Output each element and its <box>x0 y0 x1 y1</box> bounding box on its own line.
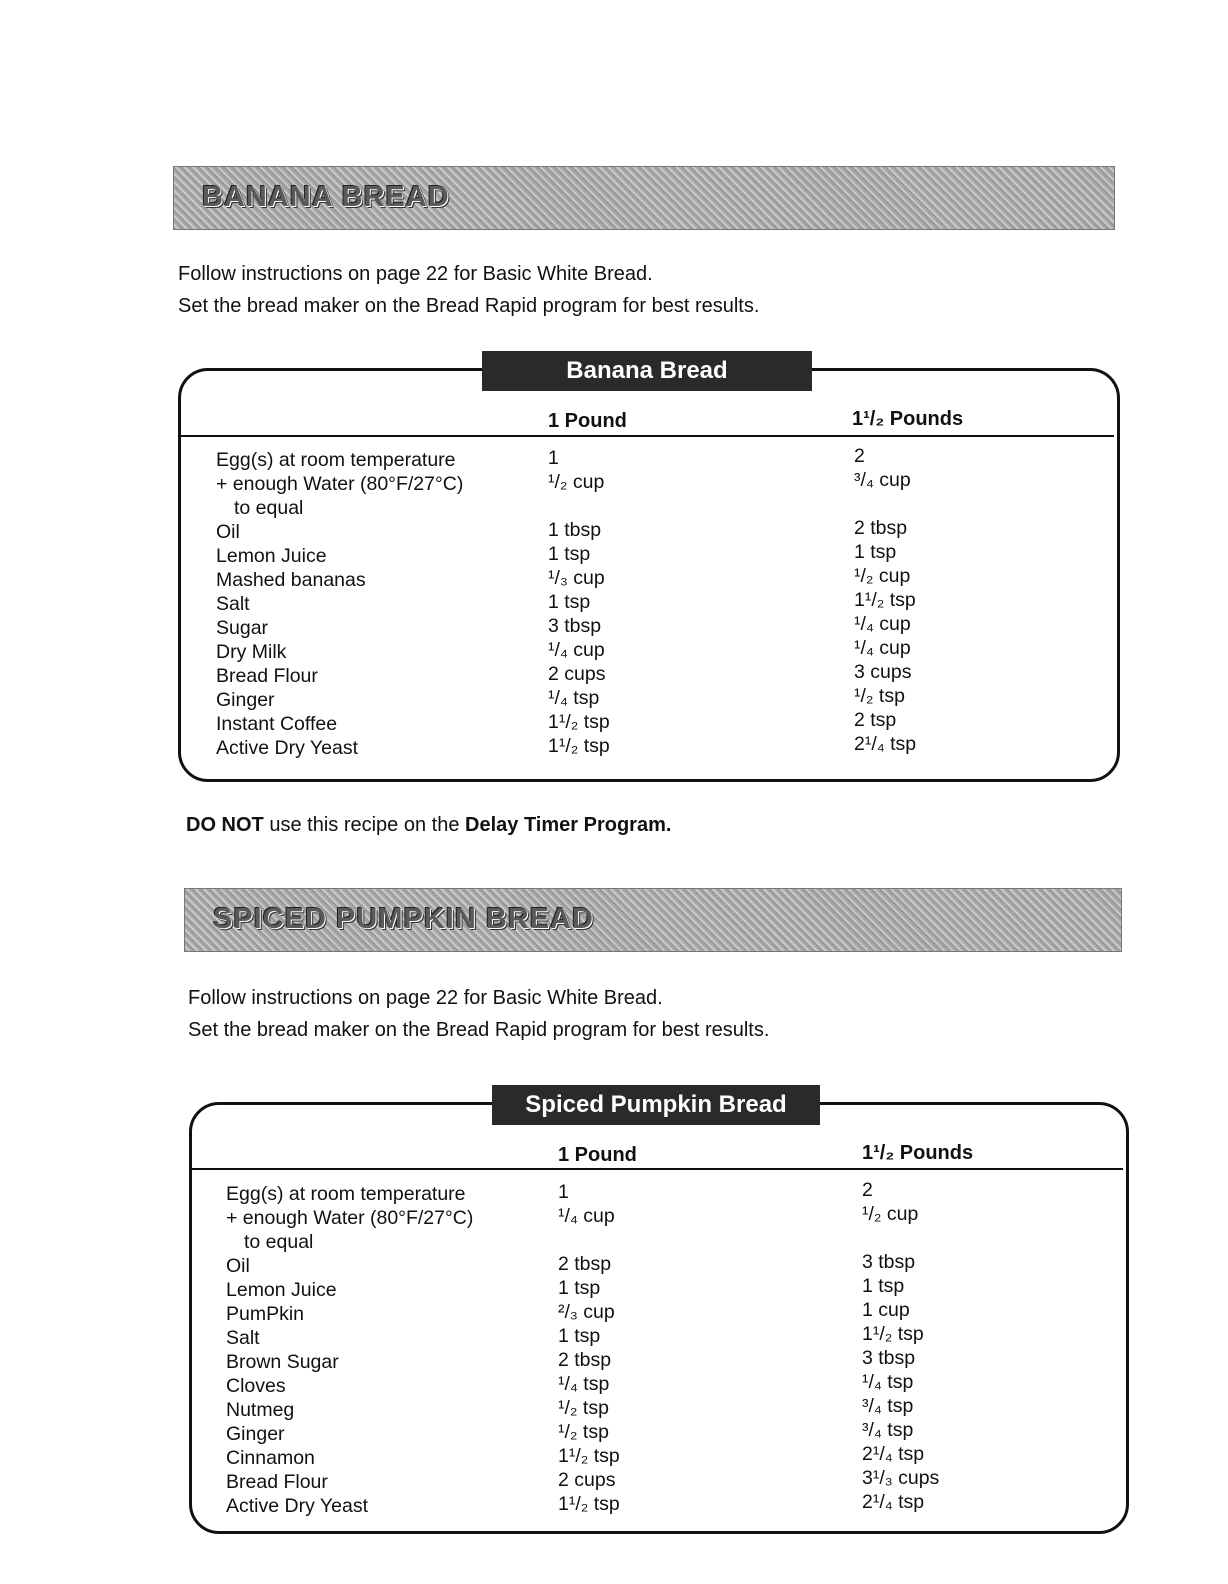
spiced-pumpkin-bread-banner <box>184 888 1122 952</box>
pumpkin-1-5-pounds-cell: 1 cup <box>862 1299 910 1321</box>
banana-1-5-pounds-cell: ¹/₂ tsp <box>854 685 905 707</box>
banana-1-5-pounds-cell: 1 tsp <box>854 541 897 563</box>
delay-timer-note <box>186 814 671 837</box>
pumpkin-1-5-pounds-cell: 2¹/₄ tsp <box>862 1443 925 1465</box>
banana-ingredient-cell: Active Dry Yeast <box>216 737 358 759</box>
banana-ingredient-cell: Sugar <box>216 617 269 639</box>
banana-1-pound-cell: ¹/₄ cup <box>548 639 605 661</box>
pumpkin-1-5-pounds-cell: 3¹/₃ cups <box>862 1467 940 1489</box>
banana-ingredient-cell: Instant Coffee <box>216 713 338 735</box>
banana-ingredient-cell: to equal <box>234 497 304 519</box>
banana-1-pound-cell: 1 tsp <box>548 543 591 565</box>
banana-bread-banner <box>173 166 1115 230</box>
pumpkin-1-5-pounds-cell: 3 tbsp <box>862 1347 916 1369</box>
pumpkin-1-pound-cell: ²/₃ cup <box>558 1301 615 1323</box>
pumpkin-1-5-pounds-column <box>862 1178 939 1514</box>
pumpkin-ingredient-cell: Lemon Juice <box>226 1279 337 1301</box>
pumpkin-ingredient-cell: Egg(s) at room temperature <box>226 1183 466 1205</box>
banana-1-5-pounds-cell: ¹/₂ cup <box>854 565 911 587</box>
banana-ingredient-column <box>216 448 463 760</box>
pumpkin-1-pound-cell: ¹/₄ cup <box>558 1205 615 1227</box>
pumpkin-1-5-pounds-cell: ¹/₄ tsp <box>862 1371 914 1393</box>
banana-1-pound-cell: 2 cups <box>548 663 606 685</box>
pumpkin-ingredient-cell: Ginger <box>226 1423 285 1445</box>
pumpkin-1-pound-cell <box>558 1228 620 1252</box>
pumpkin-ingredient-cell: Salt <box>226 1327 260 1349</box>
pumpkin-1-pound-cell: 2 cups <box>558 1469 616 1491</box>
banana-1-pound-cell: 1¹/₂ tsp <box>548 711 610 733</box>
banana-intro <box>178 258 759 322</box>
banana-1-5-pounds-cell <box>854 492 916 516</box>
pumpkin-ingredient-cell: Cloves <box>226 1375 286 1397</box>
banana-1-pound-cell: 1 <box>548 447 559 469</box>
banana-ingredient-cell: Mashed bananas <box>216 569 366 591</box>
banana-1-5-pounds-column <box>854 444 916 756</box>
note-middle: use this recipe on the <box>263 814 466 836</box>
pumpkin-1-5-pounds-cell: 1 tsp <box>862 1275 905 1297</box>
banana-ingredient-cell: Ginger <box>216 689 275 711</box>
banana-1-5-pounds-cell: ¹/₄ cup <box>854 637 911 659</box>
pumpkin-1-5-pounds-cell: ³/₄ tsp <box>862 1419 914 1441</box>
banana-1-5-pounds-cell: 2¹/₄ tsp <box>854 733 917 755</box>
banana-1-5-pounds-cell: 2 <box>854 445 865 467</box>
banana-1-pound-cell: 1 tsp <box>548 591 591 613</box>
pumpkin-table-title: Spiced Pumpkin Bread <box>492 1085 820 1125</box>
banana-ingredient-cell: Bread Flour <box>216 665 318 687</box>
banana-intro-line-1: Follow instructions on page 22 for Basic White Bread. <box>178 263 653 285</box>
banana-1-pound-cell: ¹/₂ cup <box>548 471 605 493</box>
banana-1-pound-cell: 3 tbsp <box>548 615 602 637</box>
pumpkin-1-pound-cell: ¹/₄ tsp <box>558 1373 610 1395</box>
pumpkin-1-pound-cell: 1¹/₂ tsp <box>558 1445 620 1467</box>
banana-1-5-pounds-cell: 2 tsp <box>854 709 897 731</box>
pumpkin-1-5-pounds-cell: 3 tbsp <box>862 1251 916 1273</box>
banana-1-5-pounds-cell: ³/₄ cup <box>854 469 911 491</box>
pumpkin-1-pound-cell: 1 tsp <box>558 1277 601 1299</box>
banana-table-title: Banana Bread <box>482 351 812 391</box>
banana-1-5-pounds-cell: 1¹/₂ tsp <box>854 589 916 611</box>
pumpkin-1-pound-cell: 1 <box>558 1181 569 1203</box>
banana-1-5-pounds-cell: 2 tbsp <box>854 517 908 539</box>
pumpkin-ingredient-column <box>226 1182 473 1518</box>
pumpkin-ingredient-cell: Oil <box>226 1255 250 1277</box>
banana-bread-banner-title: BANANA BREAD <box>202 181 450 213</box>
pumpkin-1-pound-cell: 2 tbsp <box>558 1349 612 1371</box>
banana-ingredient-cell: + enough Water (80°F/27°C) <box>216 473 464 495</box>
pumpkin-ingredient-cell: Brown Sugar <box>226 1351 339 1373</box>
banana-1-5-pounds-cell: ¹/₄ cup <box>854 613 911 635</box>
pumpkin-intro-line-1: Follow instructions on page 22 for Basic White Bread. <box>188 987 663 1009</box>
pumpkin-1-pound-column <box>558 1180 620 1516</box>
pumpkin-1-pound-cell: ¹/₂ tsp <box>558 1397 609 1419</box>
banana-ingredient-cell: Lemon Juice <box>216 545 327 567</box>
pumpkin-intro-line-2: Set the bread maker on the Bread Rapid program for best results. <box>188 1019 770 1041</box>
pumpkin-1-5-pounds-cell: 2¹/₄ tsp <box>862 1491 925 1513</box>
pumpkin-header-1-pound: 1 Pound <box>558 1144 637 1166</box>
note-delay-timer: Delay Timer Program. <box>465 814 672 836</box>
banana-ingredient-cell: Oil <box>216 521 240 543</box>
pumpkin-1-5-pounds-cell <box>862 1226 939 1250</box>
pumpkin-1-pound-cell: 1 tsp <box>558 1325 601 1347</box>
banana-1-pound-cell: ¹/₄ tsp <box>548 687 600 709</box>
pumpkin-1-5-pounds-cell: 1¹/₂ tsp <box>862 1323 924 1345</box>
pumpkin-1-5-pounds-cell: 2 <box>862 1179 873 1201</box>
banana-1-pound-column <box>548 446 610 758</box>
pumpkin-intro <box>188 982 769 1046</box>
pumpkin-1-5-pounds-cell: ³/₄ tsp <box>862 1395 914 1417</box>
pumpkin-1-5-pounds-cell: ¹/₂ cup <box>862 1203 919 1225</box>
banana-header-1-pound: 1 Pound <box>548 410 627 432</box>
pumpkin-1-pound-cell: ¹/₂ tsp <box>558 1421 609 1443</box>
banana-ingredient-cell: Dry Milk <box>216 641 287 663</box>
pumpkin-ingredient-cell: Active Dry Yeast <box>226 1495 368 1517</box>
banana-1-5-pounds-cell: 3 cups <box>854 661 912 683</box>
spiced-pumpkin-bread-banner-title: SPICED PUMPKIN BREAD <box>213 903 594 935</box>
banana-intro-line-2: Set the bread maker on the Bread Rapid program for best results. <box>178 295 760 317</box>
banana-ingredient-cell: Salt <box>216 593 250 615</box>
pumpkin-1-pound-cell: 1¹/₂ tsp <box>558 1493 620 1515</box>
banana-1-pound-cell: 1 tbsp <box>548 519 602 541</box>
pumpkin-ingredient-cell: Cinnamon <box>226 1447 315 1469</box>
pumpkin-ingredient-cell: Bread Flour <box>226 1471 328 1493</box>
banana-1-pound-cell: ¹/₃ cup <box>548 567 605 589</box>
banana-1-pound-cell <box>548 494 610 518</box>
pumpkin-ingredient-cell: PumPkin <box>226 1303 305 1325</box>
banana-1-pound-cell: 1¹/₂ tsp <box>548 735 610 757</box>
pumpkin-header-rule <box>192 1168 1123 1170</box>
pumpkin-header-1-5-pounds: 1¹/₂ Pounds <box>862 1142 974 1164</box>
pumpkin-ingredient-cell: to equal <box>244 1231 314 1253</box>
banana-ingredient-cell: Egg(s) at room temperature <box>216 449 456 471</box>
pumpkin-ingredient-cell: + enough Water (80°F/27°C) <box>226 1207 474 1229</box>
pumpkin-ingredient-cell: Nutmeg <box>226 1399 295 1421</box>
note-do-not: DO NOT <box>186 814 264 836</box>
banana-header-rule <box>181 435 1114 437</box>
pumpkin-1-pound-cell: 2 tbsp <box>558 1253 612 1275</box>
banana-header-1-5-pounds: 1¹/₂ Pounds <box>852 408 964 430</box>
